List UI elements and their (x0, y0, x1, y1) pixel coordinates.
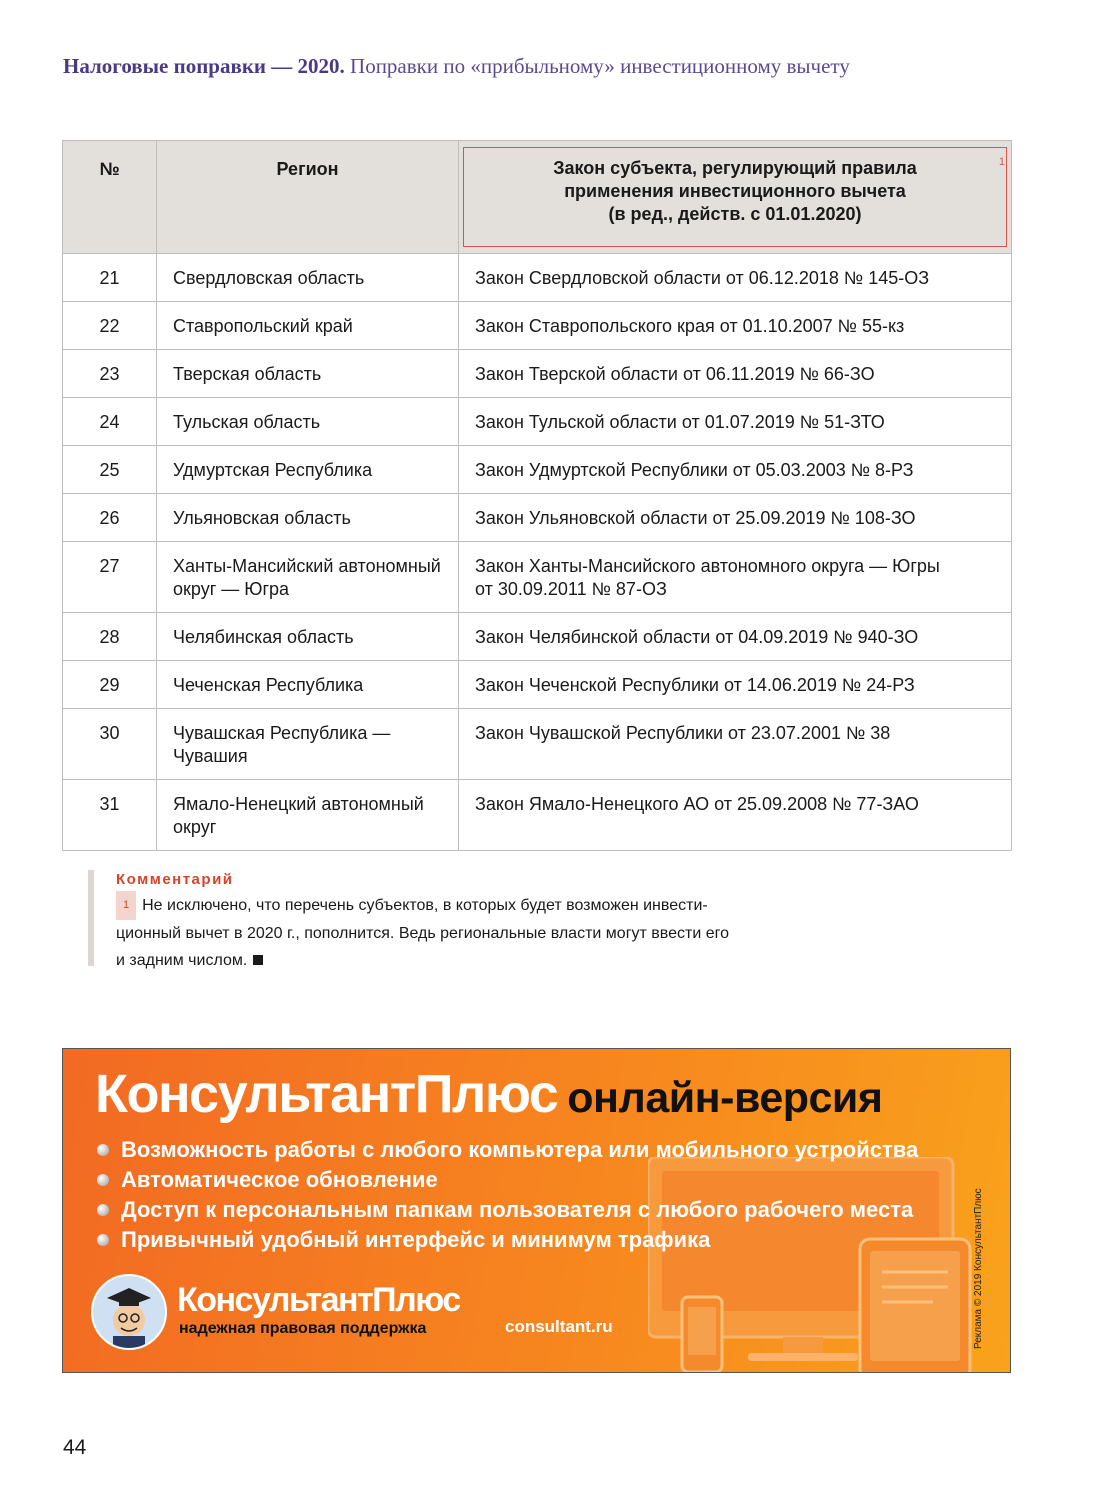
law-header-line2: применения инвестиционного вычета (564, 181, 906, 201)
law-table (62, 140, 1012, 851)
col-header-law (459, 141, 1012, 254)
bullet-icon (97, 1204, 109, 1216)
cell-num: 24 (63, 398, 157, 446)
comment-line: ционный вычет в 2020 г., пополнится. Ведь региональные власти могут ввести его (116, 925, 730, 942)
cell-law: Закон Чеченской Республики от 14.06.2019 № 24-РЗ (459, 661, 1012, 709)
ad-brand: КонсультантПлюс (95, 1064, 558, 1124)
cell-num: 26 (63, 494, 157, 542)
ad-bullet (97, 1135, 918, 1165)
bullet-icon (97, 1174, 109, 1186)
header-bold: Налоговые поправки — 2020. (63, 54, 345, 78)
region-line: округ — Югра (173, 579, 290, 599)
cell-num: 22 (63, 302, 157, 350)
comment-line: Не исключено, что перечень субъектов, в которых будет возможен инвести- (142, 897, 708, 914)
comment-text (116, 891, 796, 974)
bullet-icon (97, 1144, 109, 1156)
cell-region: Ульяновская область (157, 494, 459, 542)
cell-law: Закон Удмуртской Республики от 05.03.2003 № 8-РЗ (459, 446, 1012, 494)
cell-law (459, 542, 1012, 613)
cell-num: 28 (63, 613, 157, 661)
col-header-num: № (63, 141, 157, 254)
table-header-row (63, 141, 1012, 254)
ad-bullet (97, 1225, 918, 1255)
cell-region (157, 780, 459, 851)
comment-block (88, 870, 796, 969)
table-row (63, 398, 1012, 446)
ad-bullet (97, 1195, 918, 1225)
ad-logo-name: КонсультантПлюс (177, 1281, 460, 1319)
cell-num: 29 (63, 661, 157, 709)
cell-region: Ставропольский край (157, 302, 459, 350)
table-row (63, 780, 1012, 851)
ad-bullet-list (97, 1135, 918, 1255)
cell-law: Закон Свердловской области от 06.12.2018 № 145-ОЗ (459, 254, 1012, 302)
table-row (63, 350, 1012, 398)
cell-region: Тульская область (157, 398, 459, 446)
table-row (63, 446, 1012, 494)
ad-logo-tagline: надежная правовая поддержка (179, 1320, 427, 1337)
bullet-icon (97, 1234, 109, 1246)
cell-num: 25 (63, 446, 157, 494)
ad-bullet-text: Возможность работы с любого компьютера или мобильного устройства (121, 1137, 919, 1162)
law-line: от 30.09.2011 № 87-ОЗ (475, 579, 667, 599)
law-header-line1: Закон субъекта, регулирующий правила (553, 158, 917, 178)
advertisement-banner[interactable] (62, 1048, 1011, 1373)
table-row (63, 494, 1012, 542)
footnote-badge: 1 (116, 891, 136, 920)
region-line: Ямало-Ненецкий автономный (173, 794, 424, 814)
table-row (63, 542, 1012, 613)
ad-bullet (97, 1165, 918, 1195)
cell-region: Чеченская Республика (157, 661, 459, 709)
cell-region (157, 542, 459, 613)
table-row (63, 709, 1012, 780)
cell-region: Свердловская область (157, 254, 459, 302)
ad-bullet-text: Доступ к персональным папкам пользователя с любого рабочего места (121, 1197, 914, 1222)
region-line: округ (173, 817, 217, 837)
law-line: Закон Ханты-Мансийского автономного округа — Югры (475, 556, 940, 576)
page-number: 44 (63, 1436, 87, 1459)
cell-num: 21 (63, 254, 157, 302)
region-line: Ханты-Мансийский автономный (173, 556, 441, 576)
end-mark-icon (253, 955, 263, 965)
cell-num: 30 (63, 709, 157, 780)
cell-num: 23 (63, 350, 157, 398)
ad-bullet-text: Автоматическое обновление (121, 1167, 438, 1192)
cell-region: Тверская область (157, 350, 459, 398)
ad-subtitle: онлайн-версия (567, 1074, 883, 1122)
cell-law: Закон Ульяновской области от 25.09.2019 № 108-ЗО (459, 494, 1012, 542)
comment-line: и задним числом. (116, 952, 248, 969)
cell-region (157, 709, 459, 780)
cell-region: Удмуртская Республика (157, 446, 459, 494)
region-line: Чувашия (173, 746, 248, 766)
ad-title (95, 1063, 882, 1125)
cell-law: Закон Чувашской Республики от 23.07.2001 № 38 (459, 709, 1012, 780)
region-line: Чувашская Республика — (173, 723, 391, 743)
law-header-line3: (в ред., действ. с 01.01.2020) (608, 204, 862, 224)
cell-law: Закон Тульской области от 01.07.2019 № 51-ЗТО (459, 398, 1012, 446)
cell-law: Закон Ставропольского края от 01.10.2007 № 55-кз (459, 302, 1012, 350)
table-row (63, 661, 1012, 709)
cell-law: Закон Ямало-Ненецкого АО от 25.09.2008 № 77-ЗАО (459, 780, 1012, 851)
ad-legal-note: Реклама © 2019 КонсультантПлюс (973, 1188, 984, 1349)
table-row (63, 254, 1012, 302)
cell-law: Закон Тверской области от 06.11.2019 № 66-ЗО (459, 350, 1012, 398)
cell-region: Челябинская область (157, 613, 459, 661)
col-header-region: Регион (157, 141, 459, 254)
table-row (63, 613, 1012, 661)
table-row (63, 302, 1012, 350)
professor-logo-icon (91, 1274, 167, 1350)
cell-law: Закон Челябинской области от 04.09.2019 № 940-ЗО (459, 613, 1012, 661)
ad-bullet-text: Привычный удобный интерфейс и минимум трафика (121, 1227, 711, 1252)
cell-num: 31 (63, 780, 157, 851)
running-header (63, 54, 850, 79)
cell-num: 27 (63, 542, 157, 613)
annotation-marker: 1 (998, 156, 1005, 168)
ad-site-link[interactable]: consultant.ru (505, 1317, 613, 1336)
header-rest: Поправки по «прибыльному» инвестиционному вычету (344, 54, 850, 78)
comment-title: Комментарий (116, 871, 234, 888)
